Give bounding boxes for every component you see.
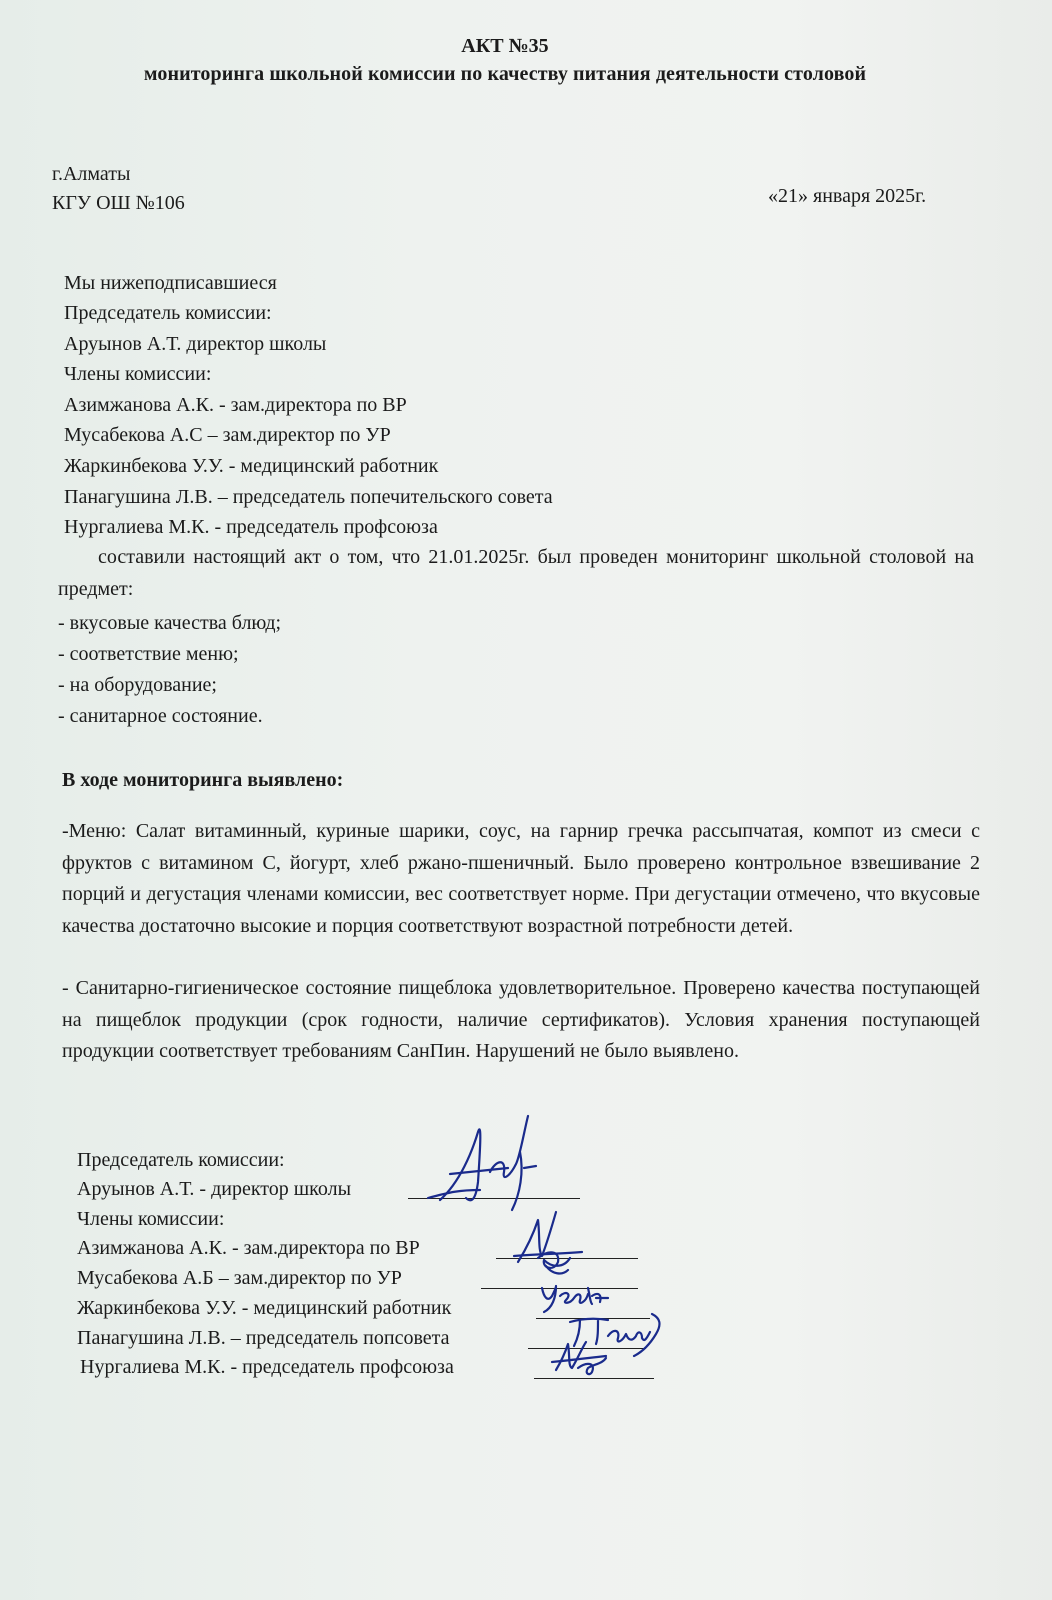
findings-paragraph-2: - Санитарно-гигиеническое состояние пищеблока удовлетворительное. Проверено качества поступающей на пищеблок продукции (срок годности, наличие сертификатов). Условия хранения поступающей продукции соответствует требованиям СанПин. Нарушений не было выявлено. bbox=[62, 977, 980, 1062]
handwritten-signature bbox=[508, 1206, 598, 1286]
findings-paragraph-1: -Меню: Салат витаминный, куриные шарики, соус, на гарнир гречка рассыпчатая, компот из смеси с фруктов с витамином С, йогурт, хлеб ржано-пшеничный. Было проверено контрольное взвешивание 2 порций и дегустация членами комиссии, вес соответствует норме. При дегустации отмечено, что вкусовые качества достаточно высокие и порция соответствуют возрастной потребности детей. bbox=[62, 820, 980, 937]
organization: КГУ ОШ №106 bbox=[52, 192, 185, 214]
sign-member: Нургалиева М.К. - председатель профсоюза bbox=[80, 1356, 454, 1378]
sign-member: Панагушина Л.В. – председатель попсовета bbox=[77, 1327, 450, 1349]
sign-members-label: Члены комиссии: bbox=[77, 1208, 225, 1230]
document-subtitle: мониторинга школьной комиссии по качеству питания деятельности столовой bbox=[143, 63, 867, 85]
sign-member: Жаркинбекова У.У. - медицинский работник bbox=[77, 1297, 452, 1319]
intro-member: Азимжанова А.К. - зам.директора по ВР bbox=[64, 394, 407, 416]
signature-line bbox=[534, 1378, 654, 1379]
intro-statement: составили настоящий акт о том, что 21.01.2025г. был проведен мониторинг школьной столовой на предмет: bbox=[58, 546, 974, 600]
intro-we: Мы нижеподписавшиеся bbox=[64, 272, 277, 294]
sign-member: Азимжанова А.К. - зам.директора по ВР bbox=[77, 1237, 420, 1259]
sign-chair-label: Председатель комиссии: bbox=[77, 1149, 285, 1171]
sign-member: Мусабекова А.Б – зам.директор по УР bbox=[77, 1267, 402, 1289]
intro-member: Мусабекова А.С – зам.директор по УР bbox=[64, 424, 391, 446]
subject-item: - на оборудование; bbox=[58, 674, 217, 696]
intro-member: Нургалиева М.К. - председатель профсоюза bbox=[64, 516, 438, 538]
city: г.Алматы bbox=[52, 163, 131, 185]
findings-heading: В ходе мониторинга выявлено: bbox=[62, 769, 344, 791]
subject-item: - вкусовые качества блюд; bbox=[58, 612, 282, 634]
document-title: АКТ №35 bbox=[461, 35, 549, 57]
intro-chair: Аруынов А.Т. директор школы bbox=[64, 333, 327, 355]
handwritten-signature bbox=[548, 1338, 618, 1378]
subject-item: - санитарное состояние. bbox=[58, 705, 263, 727]
sign-chair: Аруынов А.Т. - директор школы bbox=[77, 1178, 352, 1200]
intro-member: Жаркинбекова У.У. - медицинский работник bbox=[64, 455, 439, 477]
intro-member: Панагушина Л.В. – председатель попечительского совета bbox=[64, 486, 553, 508]
document-date: «21» января 2025г. bbox=[768, 185, 927, 207]
intro-members-label: Члены комиссии: bbox=[64, 363, 212, 385]
intro-chair-label: Председатель комиссии: bbox=[64, 302, 272, 324]
subject-item: - соответствие меню; bbox=[58, 643, 239, 665]
